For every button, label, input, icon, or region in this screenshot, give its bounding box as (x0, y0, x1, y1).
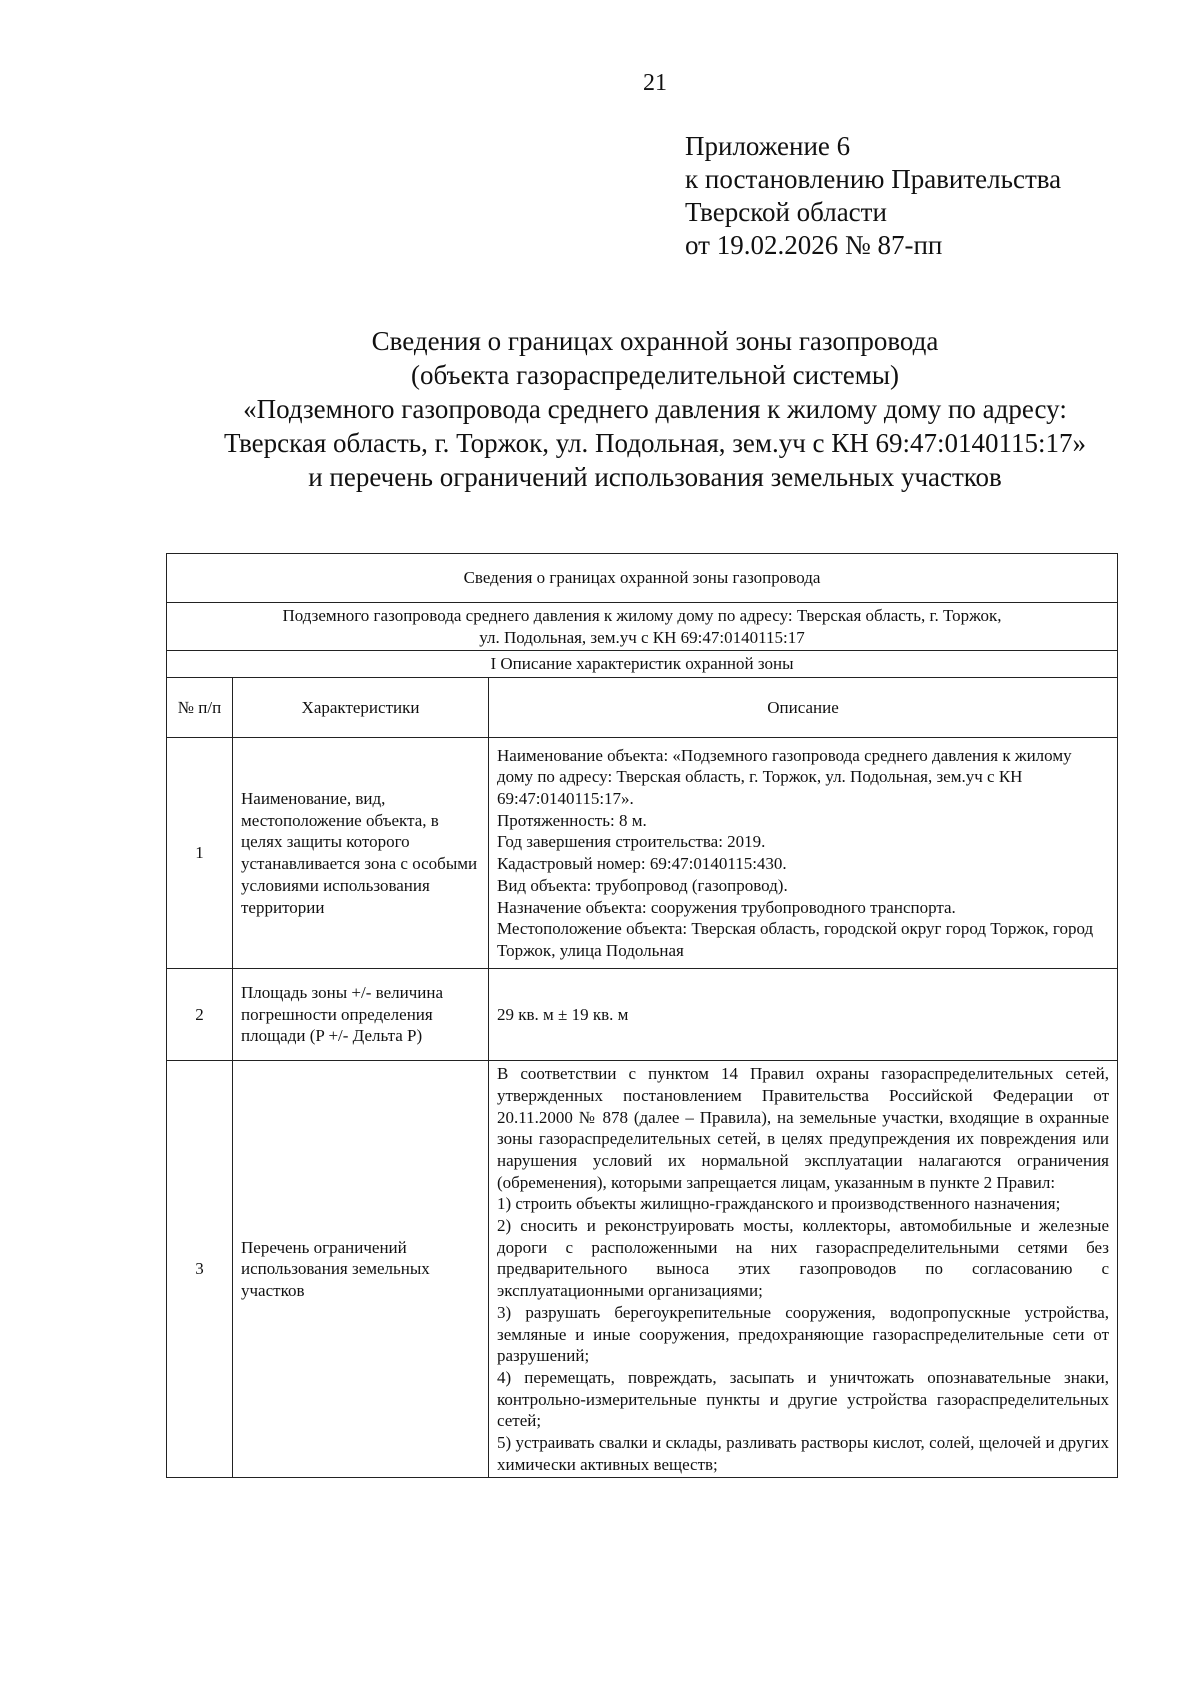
description-line: 4) перемещать, повреждать, засыпать и уничтожать опознавательные знаки, контрольно-измерительные пункты и другие устройства газораспределительных сетей; (497, 1367, 1109, 1431)
row-characteristic: Наименование, вид, местоположение объекта, в целях защиты которого устанавливается зона с особыми условиями использования территории (233, 738, 489, 969)
column-header-number: № п/п (167, 678, 233, 738)
document-title (0, 324, 1200, 494)
row-characteristic: Перечень ограничений использования земельных участков (233, 1061, 489, 1478)
appendix-line: к постановлению Правительства (685, 164, 1062, 194)
row-number: 3 (167, 1061, 233, 1478)
table-row (167, 1061, 1118, 1478)
title-line: «Подземного газопровода среднего давления к жилому дому по адресу: (243, 394, 1067, 424)
table-row (167, 969, 1118, 1061)
object-name-line: ул. Подольная, зем.уч с КН 69:47:0140115:17 (479, 627, 805, 647)
appendix-line: от 19.02.2026 № 87-пп (685, 230, 943, 260)
description-line: Наименование объекта: «Подземного газопровода среднего давления к жилому дому по адресу: Тверская область, г. Торжок, ул. Подольная, зем.уч с КН 69:47:0140115:17». (497, 745, 1072, 808)
description-line: Местоположение объекта: Тверская область, городской округ город Торжок, город Торжок, улица Подольная (497, 919, 1094, 960)
description-line: Назначение объекта: сооружения трубопроводного транспорта. (497, 897, 956, 917)
description-line: 2) сносить и реконструировать мосты, коллекторы, автомобильные и железные дороги с расположенными на них газораспределительными сетями без предварительного выноса этих газопроводов по согласованию с эксплуатационными организациями; (497, 1216, 1109, 1301)
row-characteristic: Площадь зоны +/- величина погрешности определения площади (P +/- Дельта P) (233, 969, 489, 1061)
row-description (489, 1061, 1118, 1478)
object-name-line: Подземного газопровода среднего давления к жилому дому по адресу: Тверская область, г. Торжок, (282, 606, 1002, 625)
description-line: Кадастровый номер: 69:47:0140115:430. (497, 854, 787, 874)
row-description (489, 969, 1118, 1061)
description-line: Год завершения строительства: 2019. (497, 832, 766, 852)
title-line: и перечень ограничений использования земельных участков (308, 462, 1002, 492)
description-line: 5) устраивать свалки и склады, разливать растворы кислот, солей, щелочей и других химически активных веществ; (497, 1433, 1109, 1474)
description-line: Вид объекта: трубопровод (газопровод). (497, 875, 788, 895)
table-row (167, 738, 1118, 969)
object-name-cell (167, 603, 1118, 651)
row-number: 1 (167, 738, 233, 969)
description-line: 29 кв. м ± 19 кв. м (497, 1004, 629, 1024)
row-description (489, 738, 1118, 969)
title-line: (объекта газораспределительной системы) (410, 360, 900, 390)
column-header-description: Описание (489, 678, 1118, 738)
title-line: Сведения о границах охранной зоны газопровода (371, 326, 939, 356)
appendix-line: Тверской области (685, 197, 887, 227)
title-line: Тверская область, г. Торжок, ул. Подольная, зем.уч с КН 69:47:0140115:17» (223, 428, 1087, 458)
protection-zone-table (166, 553, 1118, 1478)
description-line: 3) разрушать берегоукрепительные сооружения, водопропускные устройства, земляные и иные сооружения, предохраняющие газораспределительные сети от разрушений; (497, 1302, 1109, 1366)
table-heading: Сведения о границах охранной зоны газопровода (167, 554, 1118, 603)
description-line: 1) строить объекты жилищно-гражданского и производственного назначения; (497, 1194, 1061, 1214)
column-header-characteristic: Характеристики (233, 678, 489, 738)
appendix-line: Приложение 6 (685, 131, 851, 161)
description-line: Протяженность: 8 м. (497, 810, 647, 830)
page-number: 21 (643, 70, 667, 96)
row-number: 2 (167, 969, 233, 1061)
appendix-reference (685, 130, 1061, 262)
section-heading: I Описание характеристик охранной зоны (167, 651, 1118, 678)
description-line: В соответствии с пунктом 14 Правил охраны газораспределительных сетей, утвержденных постановлением Правительства Российской Федерации от 20.11.2000 № 878 (далее – Правила), на земельные участки, входящие в охранные зоны газораспределительных сетей, в целях предупреждения их повреждения или нарушения условий их нормальной эксплуатации налагаются ограничения (обременения), которыми запрещается лицам, указанным в пункте 2 Правил: (497, 1064, 1109, 1192)
